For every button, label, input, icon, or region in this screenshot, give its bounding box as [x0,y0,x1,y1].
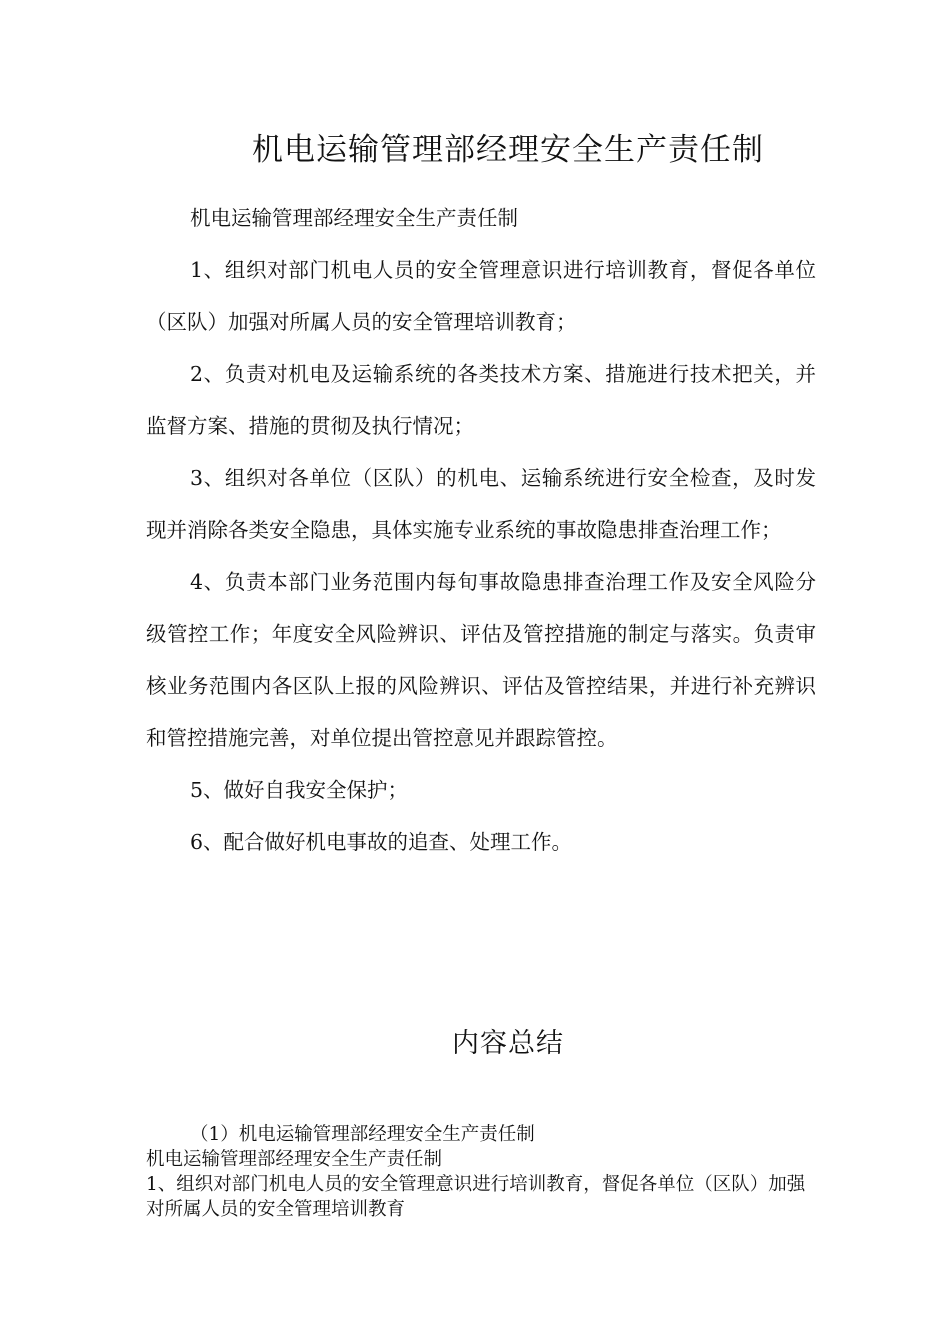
body-paragraph-heading: 机电运输管理部经理安全生产责任制 [190,206,518,230]
summary-line-3: 1、组织对部门机电人员的安全管理意识进行培训教育，督促各单位（区队）加强对所属人员的安全管理培训教育 [146,1174,806,1220]
body-paragraph-item-2: 2、负责对机电及运输系统的各类技术方案、措施进行技术把关，并监督方案、措施的贯彻及执行情况； [146,362,816,438]
body-paragraph-item-3: 3、组织对各单位（区队）的机电、运输系统进行安全检查，及时发现并消除各类安全隐患，具体实施专业系统的事故隐患排查治理工作； [146,466,816,542]
document-body [146,192,816,868]
body-paragraph-item-6: 6、配合做好机电事故的追查、处理工作。 [190,830,573,854]
body-paragraph-item-1: 1、组织对部门机电人员的安全管理意识进行培训教育，督促各单位（区队）加强对所属人员的安全管理培训教育； [146,258,816,334]
body-paragraph-item-4: 4、负责本部门业务范围内每旬事故隐患排查治理工作及安全风险分级管控工作；年度安全风险辨识、评估及管控措施的制定与落实。负责审核业务范围内各区队上报的风险辨识、评估及管控结果，并进行补充辨识和管控措施完善，对单位提出管控意见并跟踪管控。 [146,570,816,750]
summary-section [146,1122,806,1222]
document-title: 机电运输管理部经理安全生产责任制 [252,132,764,168]
summary-line-2: 机电运输管理部经理安全生产责任制 [146,1149,443,1170]
summary-line-1: （1）机电运输管理部经理安全生产责任制 [190,1124,535,1145]
summary-title: 内容总结 [452,1028,564,1059]
body-paragraph-item-5: 5、做好自我安全保护； [190,778,409,802]
